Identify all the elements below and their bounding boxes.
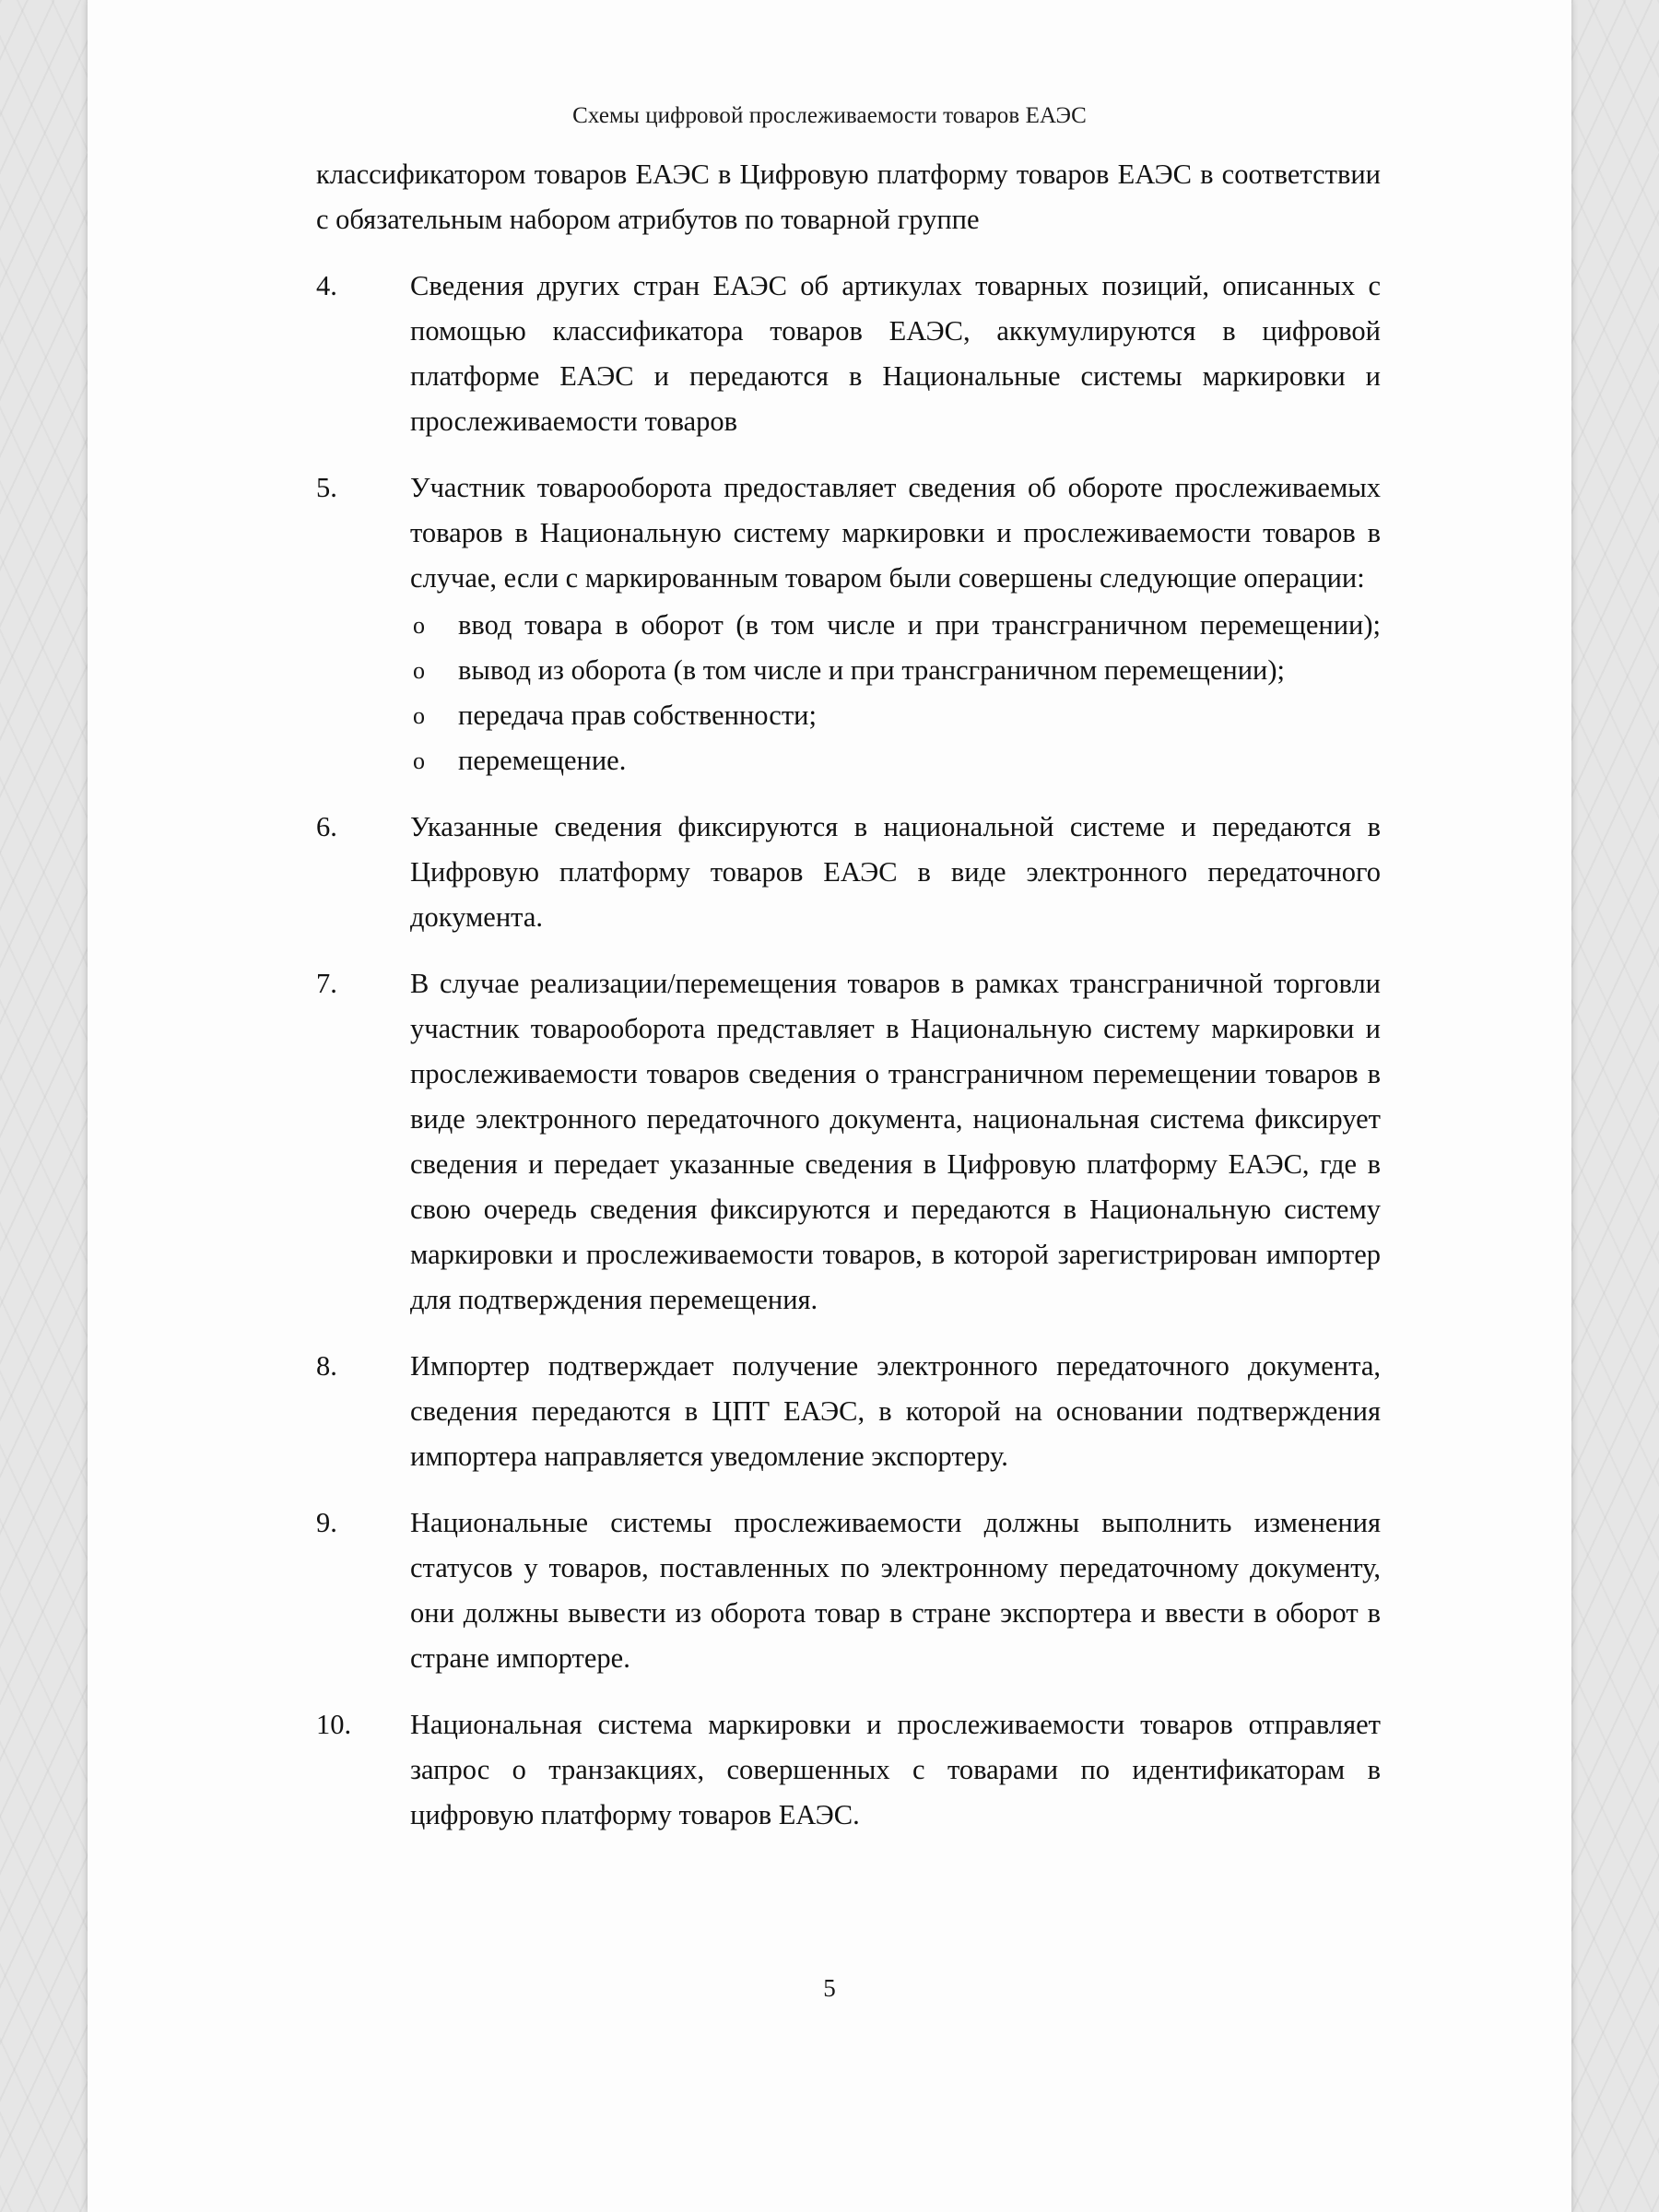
list-item <box>316 465 1381 783</box>
list-item-number: 4. <box>316 270 337 301</box>
page-number: 5 <box>823 1974 836 2002</box>
list-item-number: 10. <box>316 1709 352 1740</box>
list-item-text: Участник товарооборота предоставляет сведения об обороте прослеживаемых товаров в Национальную систему маркировки и прослеживаемости товаров в случае, если с маркированным товаром были совершены следующие операции: <box>410 472 1381 594</box>
decorative-watermark-right <box>1571 0 1659 2212</box>
list-item <box>316 264 1381 444</box>
list-item-text: Сведения других стран ЕАЭС об артикулах товарных позиций, описанных с помощью классификатора товаров ЕАЭС, аккумулируются в цифровой платформе ЕАЭС и передаются в Национальные системы маркировки и прослеживаемости товаров <box>410 270 1381 437</box>
sub-list-item-text: передача прав собственности; <box>458 700 817 731</box>
list-item <box>316 805 1381 940</box>
sub-list-item <box>410 648 1381 693</box>
list-item-text: В случае реализации/перемещения товаров в рамках трансграничной торговли участник товарооборота представляет в Национальную систему маркировки и прослеживаемости товаров сведения о трансграничном перемещении товаров в виде электронного передаточного документа, национальная система фиксирует сведения и передает указанные сведения в Цифровую платформу ЕАЭС, где в свою очередь сведения фиксируются и передаются в Национальную систему маркировки и прослеживаемости товаров, в которой зарегистрирован импортер для подтверждения перемещения. <box>410 968 1381 1315</box>
list-item-number: 7. <box>316 968 337 999</box>
list-item-text: Указанные сведения фиксируются в национальной системе и передаются в Цифровую платформу товаров ЕАЭС в виде электронного передаточного документа. <box>410 811 1381 933</box>
sub-list-item <box>410 738 1381 783</box>
document-page <box>88 0 1571 2212</box>
list-item-text: Импортер подтверждает получение электронного передаточного документа, сведения передаются в ЦПТ ЕАЭС, в которой на основании подтверждения импортера направляется уведомление экспортеру. <box>410 1350 1381 1472</box>
sub-list-item-text: перемещение. <box>458 745 627 776</box>
list-item-text: Национальные системы прослеживаемости должны выполнить изменения статусов у товаров, поставленных по электронному передаточному документу, они должны вывести из оборота товар в стране экспортера и ввести в оборот в стране импортере. <box>410 1507 1381 1674</box>
sub-list-item-text: вывод из оборота (в том числе и при трансграничном перемещении); <box>458 654 1285 686</box>
list-item-number: 5. <box>316 472 337 503</box>
bullet-marker-icon: o <box>413 657 425 684</box>
running-head: Схемы цифровой прослеживаемости товаров ЕАЭС <box>572 103 1087 128</box>
list-item <box>316 1344 1381 1479</box>
sub-list <box>410 603 1381 783</box>
lead-paragraph: классификатором товаров ЕАЭС в Цифровую платформу товаров ЕАЭС в соответствии с обязательным набором атрибутов по товарной группе <box>316 159 1381 235</box>
numbered-list <box>316 264 1381 1838</box>
list-item-number: 8. <box>316 1350 337 1382</box>
list-item-number: 9. <box>316 1507 337 1538</box>
sub-list-item <box>410 693 1381 738</box>
decorative-watermark-left <box>0 0 88 2212</box>
list-item <box>316 1702 1381 1838</box>
bullet-marker-icon: o <box>413 747 425 774</box>
sub-list-item <box>410 603 1381 648</box>
bullet-marker-icon: o <box>413 702 425 729</box>
bullet-marker-icon: o <box>413 612 425 639</box>
list-item-number: 6. <box>316 811 337 842</box>
list-item-text: Национальная система маркировки и прослеживаемости товаров отправляет запрос о транзакциях, совершенных с товарами по идентификаторам в цифровую платформу товаров ЕАЭС. <box>410 1709 1381 1830</box>
list-item <box>316 961 1381 1323</box>
sub-list-item-text: ввод товара в оборот (в том числе и при трансграничном перемещении); <box>458 609 1381 641</box>
list-item <box>316 1500 1381 1681</box>
page-content <box>316 152 1381 1838</box>
